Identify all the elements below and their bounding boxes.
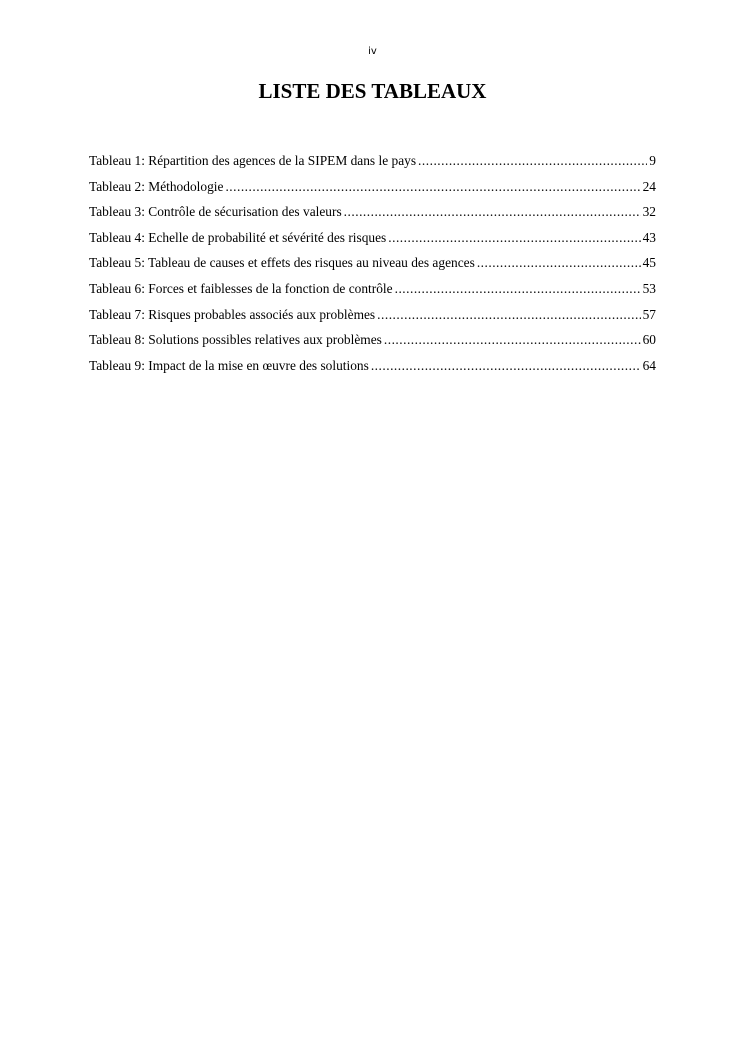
toc-entry-page: 32	[642, 204, 656, 220]
toc-entry-8[interactable]	[89, 327, 656, 353]
toc-entry-9[interactable]	[89, 353, 656, 379]
toc-entry-label: Tableau 4: Echelle de probabilité et sévérité des risques	[89, 229, 387, 245]
toc-entry-3[interactable]	[89, 199, 656, 225]
toc-entry-label: Tableau 9: Impact de la mise en œuvre des solutions	[89, 357, 369, 373]
toc-entry-page: 57	[642, 306, 656, 322]
toc-entry-label: Tableau 3: Contrôle de sécurisation des valeurs	[89, 204, 342, 220]
toc-entry-label: Tableau 7: Risques probables associés aux problèmes	[89, 306, 376, 322]
toc-entry-label: Tableau 5: Tableau de causes et effets des risques au niveau des agences	[89, 255, 475, 271]
toc-entry-page: 43	[642, 229, 656, 245]
toc-entry-page: 64	[642, 357, 656, 373]
toc-entry-1[interactable]	[89, 148, 656, 174]
dot-leader	[388, 225, 640, 251]
toc-entry-page: 53	[642, 280, 656, 296]
toc-entry-label: Tableau 8: Solutions possibles relatives aux problèmes	[89, 332, 382, 348]
toc-entry-label: Tableau 1: Répartition des agences de la SIPEM dans le pays	[89, 153, 417, 168]
toc-entry-label: Tableau 6: Forces et faiblesses de la fonction de contrôle	[89, 280, 393, 296]
dot-leader	[344, 199, 641, 225]
toc-entry-page: 45	[642, 255, 656, 271]
dot-leader	[225, 174, 640, 200]
toc-entry-5[interactable]	[89, 250, 656, 276]
dot-leader	[384, 327, 641, 353]
page-title: LISTE DES TABLEAUX	[258, 79, 487, 103]
toc-entry-page: 60	[642, 332, 656, 348]
table-of-tables	[89, 148, 656, 378]
dot-leader	[395, 276, 641, 302]
dot-leader	[371, 353, 641, 379]
toc-entry-2[interactable]	[89, 174, 656, 200]
page-number: iv	[368, 46, 377, 57]
toc-entry-4[interactable]	[89, 225, 656, 251]
toc-entry-page: 9	[649, 153, 656, 168]
toc-entry-page: 24	[642, 178, 656, 194]
toc-entry-7[interactable]	[89, 302, 656, 328]
toc-entry-label: Tableau 2: Méthodologie	[89, 178, 224, 194]
dot-leader	[418, 148, 647, 174]
toc-entry-6[interactable]	[89, 276, 656, 302]
dot-leader	[477, 250, 641, 276]
dot-leader	[377, 302, 640, 328]
